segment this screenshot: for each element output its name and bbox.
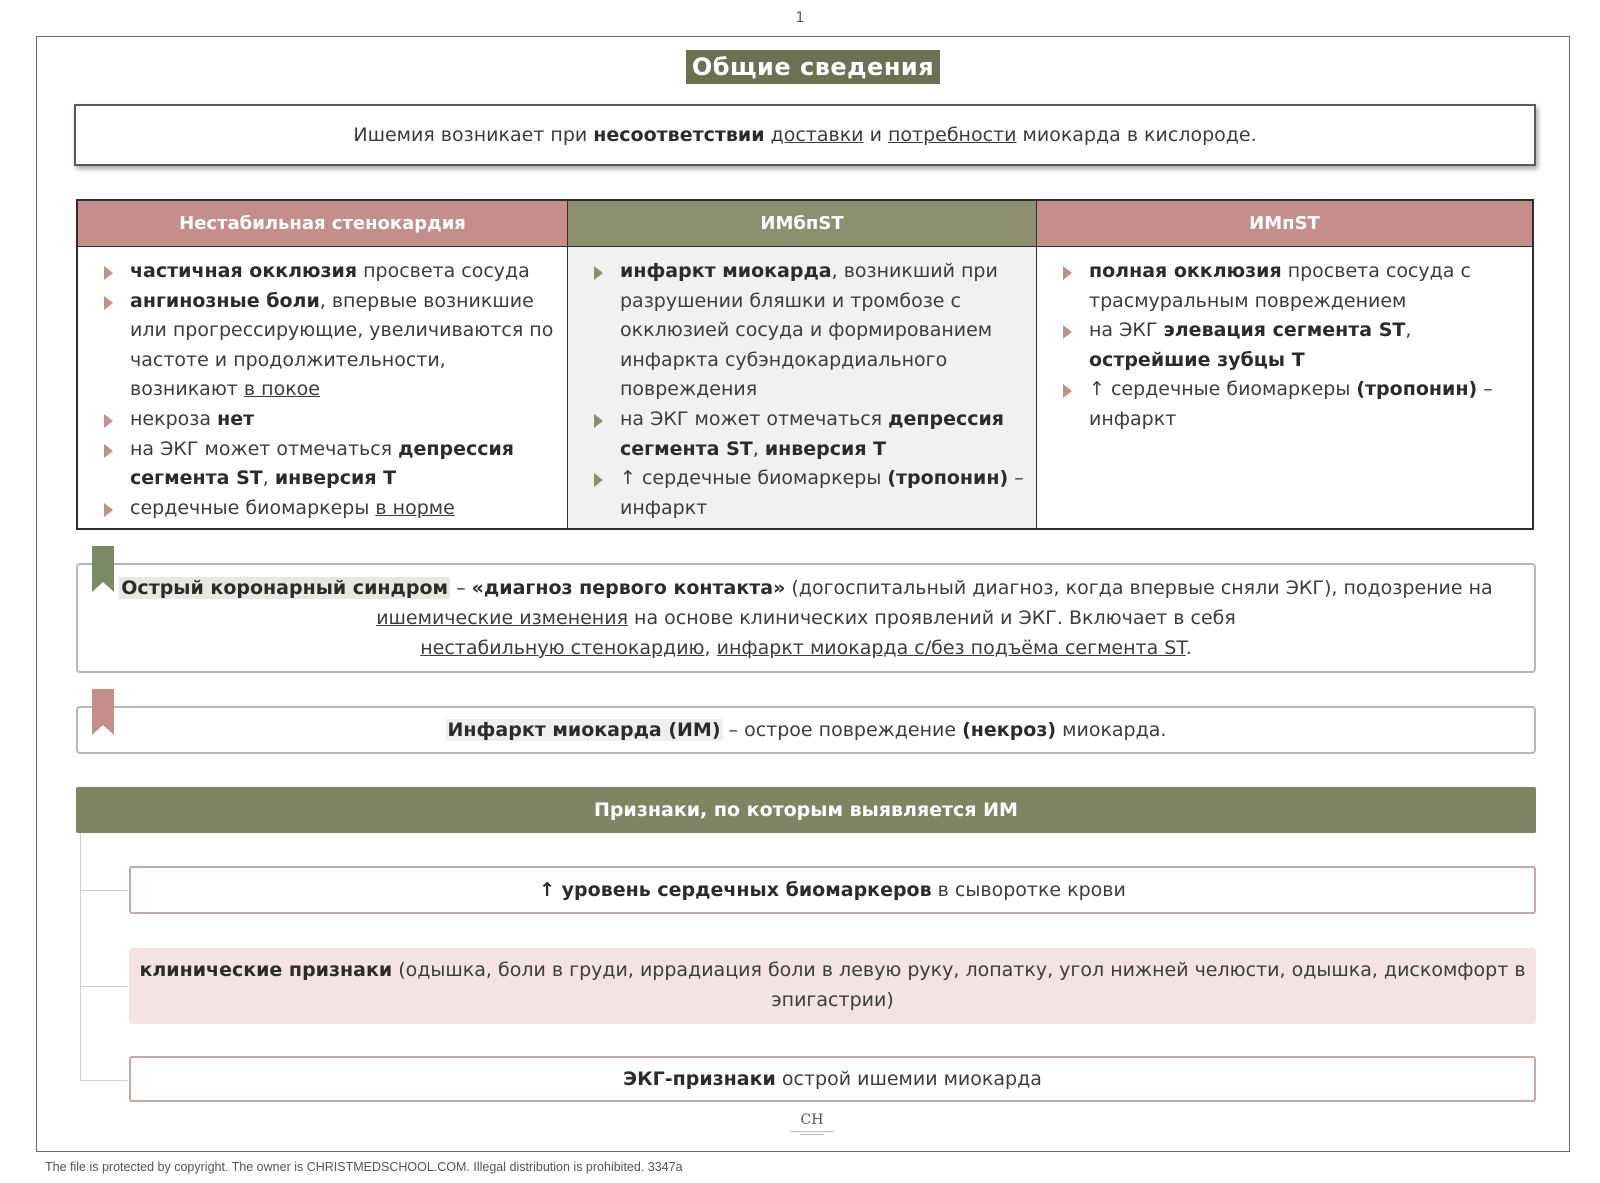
column-stemi — [1036, 201, 1532, 528]
list-item: на ЭКГ элевация сегмента ST, острейшие зубцы Т — [1063, 316, 1520, 375]
list-item: ангинозные боли, впервые возникшие или прогрессирующие, увеличиваются по частоте и продолжительности, возникают в покое — [104, 287, 555, 405]
list-item: полная окклюзия просвета сосуда с трасмуральным повреждением — [1063, 257, 1520, 316]
section-title: Общие сведения — [686, 50, 940, 84]
comparison-table — [76, 199, 1534, 530]
column-unstable-angina — [78, 201, 567, 528]
list-item: частичная окклюзия просвета сосуда — [104, 257, 555, 287]
bullet-triangle-icon — [1063, 266, 1072, 280]
sign-ecg: ЭКГ-признаки острой ишемии миокарда — [129, 1056, 1536, 1102]
column-header: Нестабильная стенокардия — [78, 201, 567, 247]
signs-header: Признаки, по которым выявляется ИМ — [76, 787, 1536, 833]
bullet-triangle-icon — [1063, 325, 1072, 339]
tree-connector — [80, 890, 128, 891]
list-item: сердечные биомаркеры в норме — [104, 494, 555, 524]
mi-definition-box: Инфаркт миокарда (ИМ) – острое повреждение (некроз) миокарда. — [76, 706, 1536, 754]
column-nstemi — [567, 201, 1036, 528]
bullet-triangle-icon — [104, 296, 113, 310]
copyright-notice: The file is protected by copyright. The owner is CHRISTMEDSCHOOL.COM. Illegal distribution is prohibited. 3347a — [45, 1160, 683, 1174]
logo: CH — [782, 1112, 842, 1144]
acs-definition-box: Острый коронарный синдром – «диагноз первого контакта» (догоспитальный диагноз, когда впервые сняли ЭКГ), подозрение на ишемические изменения на основе клинических проявлений и ЭКГ. Включает в себя нестабильную стенокардию, инфаркт миокарда с/без подъёма сегмента ST. — [76, 563, 1536, 673]
list-item: на ЭКГ может отмечаться депрессия сегмента ST, инверсия Т — [594, 405, 1024, 464]
page-number: 1 — [795, 10, 805, 26]
bullet-triangle-icon — [104, 444, 113, 458]
bullet-triangle-icon — [104, 503, 113, 517]
bullet-triangle-icon — [594, 266, 603, 280]
bullet-triangle-icon — [1063, 384, 1072, 398]
bullet-list — [568, 247, 1036, 523]
bullet-list — [78, 247, 567, 523]
bookmark-icon — [92, 689, 114, 735]
bullet-triangle-icon — [104, 414, 113, 428]
list-item: на ЭКГ может отмечаться депрессия сегмента ST, инверсия Т — [104, 435, 555, 494]
list-item: инфаркт миокарда, возникший при разрушении бляшки и тромбозе с окклюзией сосуда и формированием инфаркта субэндокардиального повреждения — [594, 257, 1024, 405]
tree-connector — [80, 1080, 128, 1081]
bullet-list — [1037, 247, 1532, 435]
column-header: ИМбпST — [568, 201, 1036, 247]
tree-connector — [80, 833, 81, 1081]
bullet-triangle-icon — [104, 266, 113, 280]
bookmark-icon — [92, 546, 114, 592]
list-item: ↑ сердечные биомаркеры (тропонин) – инфаркт — [594, 464, 1024, 523]
bullet-triangle-icon — [594, 473, 603, 487]
list-item: некроза нет — [104, 405, 555, 435]
tree-connector — [80, 986, 128, 987]
intro-box: Ишемия возникает при несоответствии доставки и потребности миокарда в кислороде. — [74, 104, 1536, 166]
column-header: ИМпST — [1037, 201, 1532, 247]
sign-clinical: клинические признаки (одышка, боли в груди, иррадиация боли в левую руку, лопатку, угол нижней челюсти, одышка, дискомфорт в эпигастрии) — [129, 948, 1536, 1024]
sign-biomarkers: ↑ уровень сердечных биомаркеров в сыворотке крови — [129, 866, 1536, 914]
list-item: ↑ сердечные биомаркеры (тропонин) – инфаркт — [1063, 375, 1520, 434]
bullet-triangle-icon — [594, 414, 603, 428]
